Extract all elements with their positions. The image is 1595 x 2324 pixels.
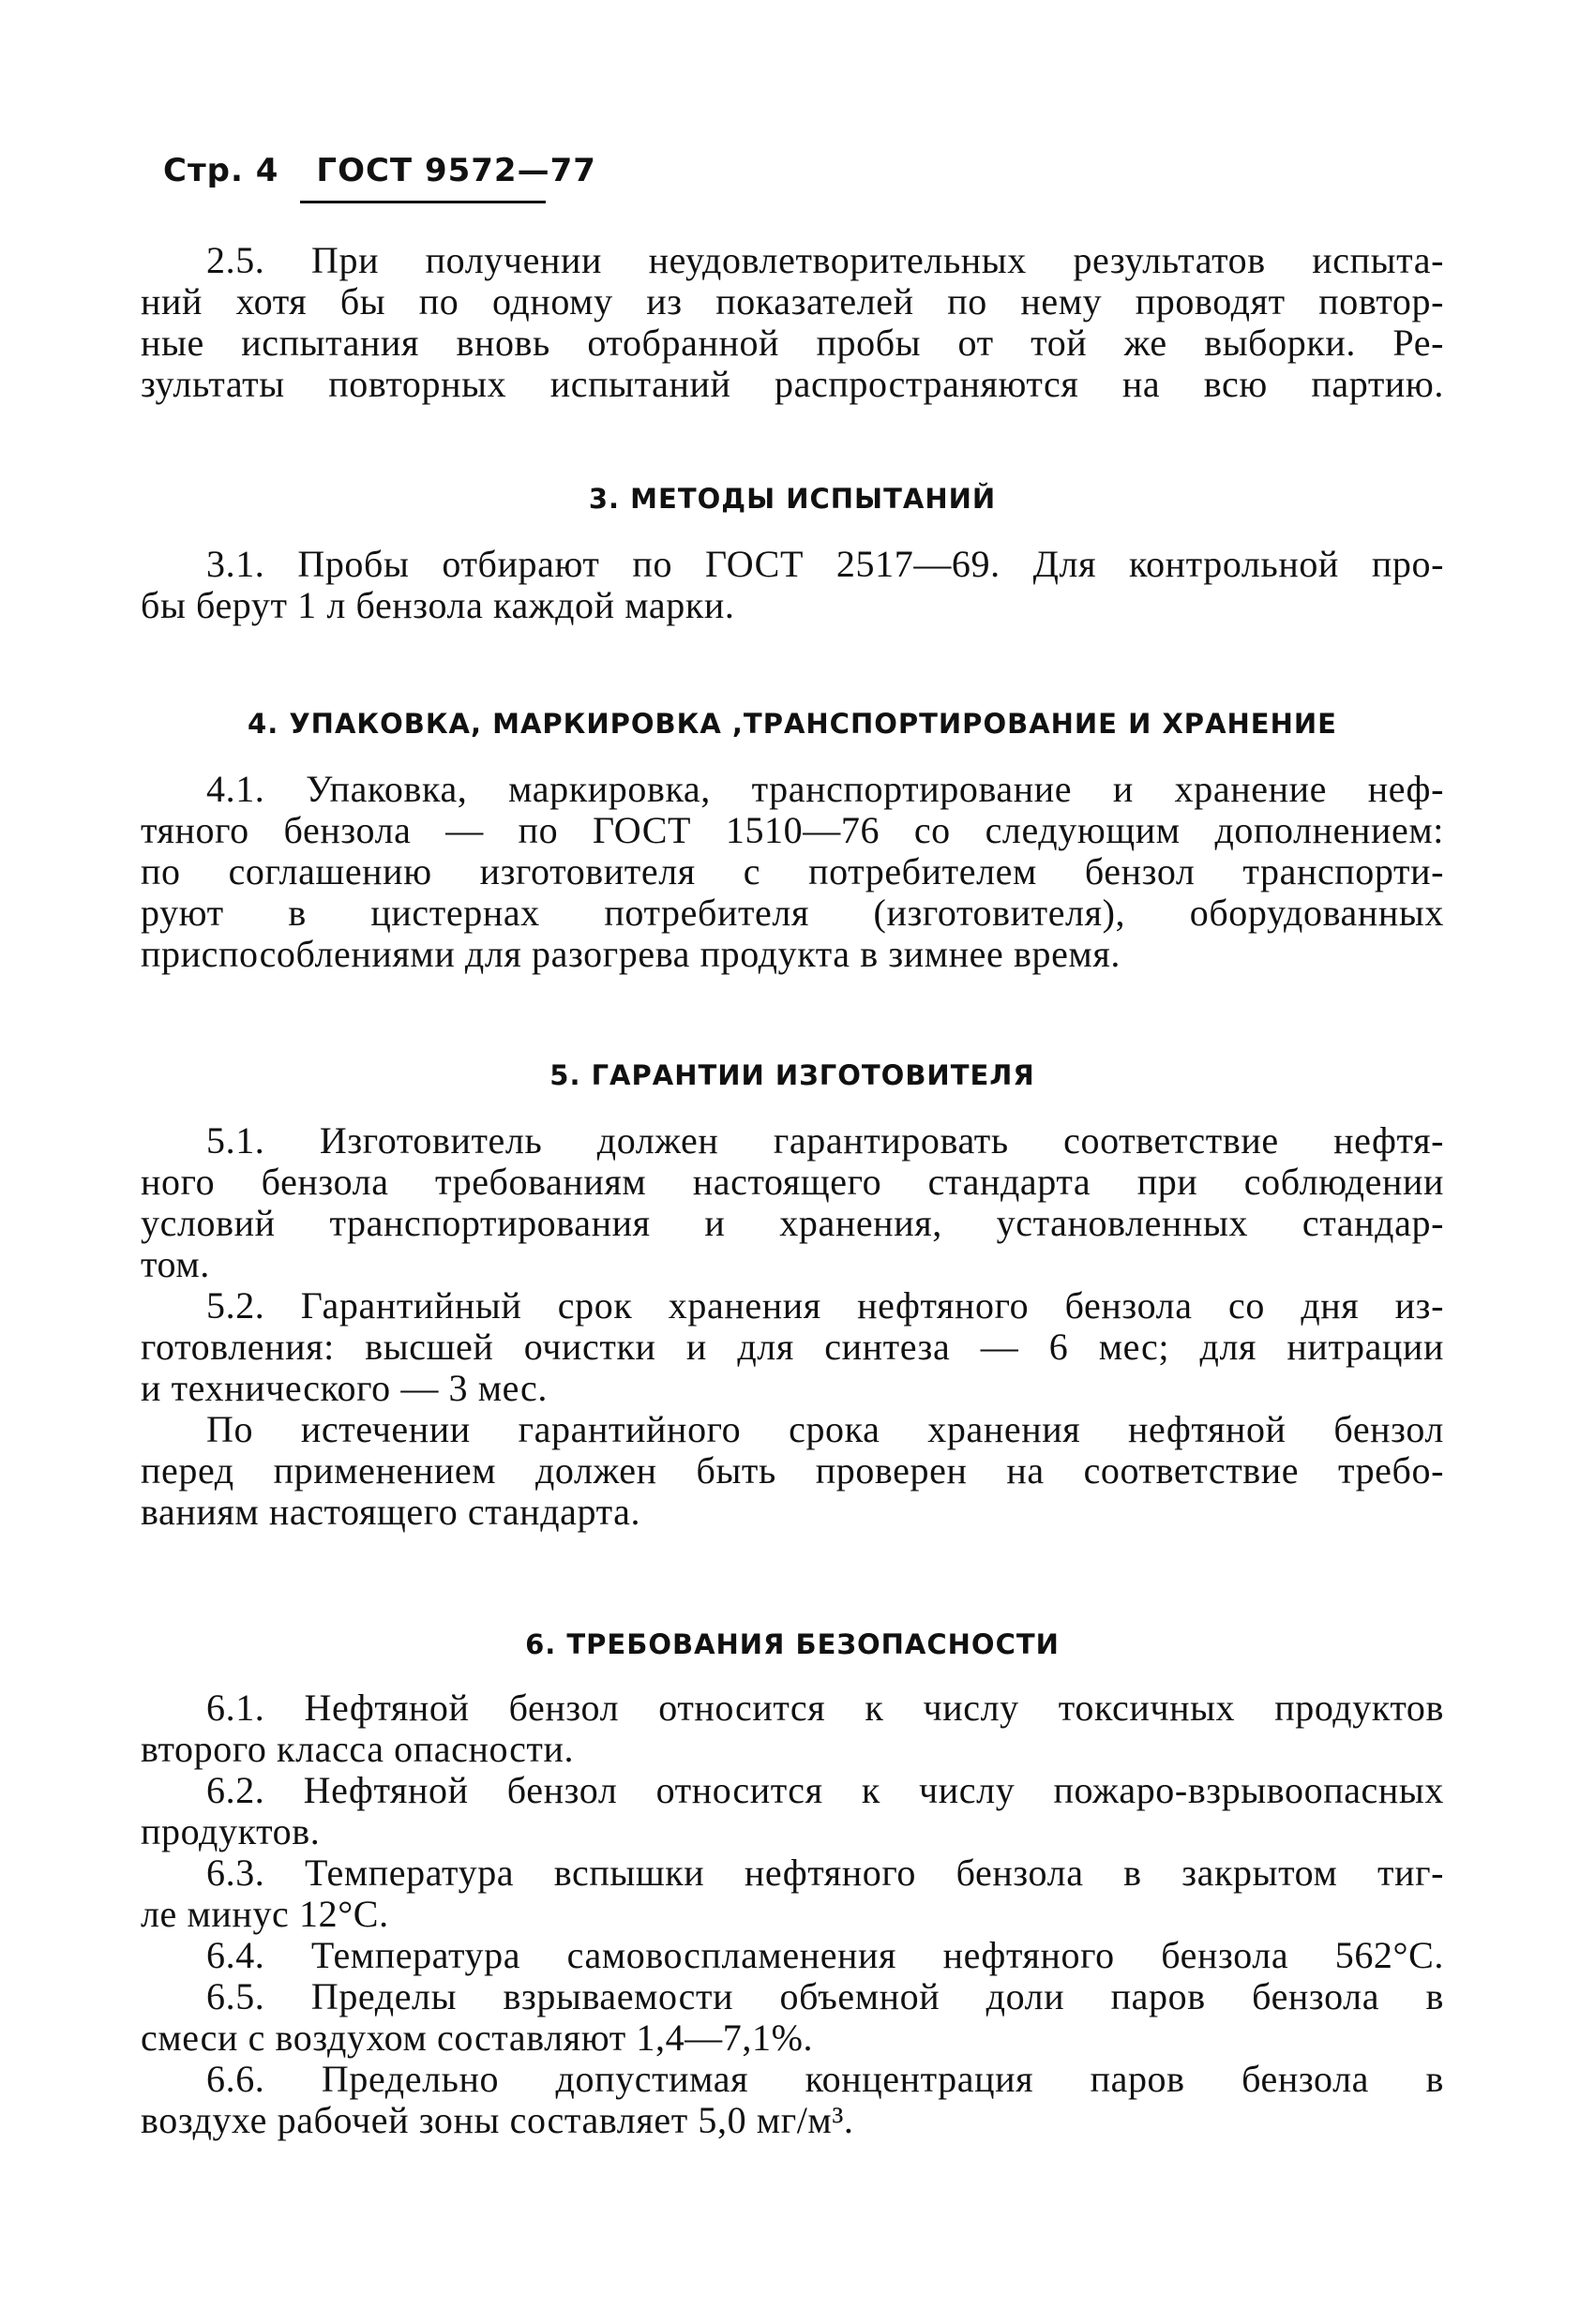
text-line: 3.1. Пробы отбирают по ГОСТ 2517—69. Для контрольной про- — [206, 543, 1444, 585]
text-line: 5.1. Изготовитель должен гарантировать соответствие нефтя- — [206, 1119, 1444, 1162]
text-line: ний хотя бы по одному из показателей по нему проводят повтор- — [141, 280, 1444, 322]
paragraph-6-6 — [141, 2059, 1444, 2141]
text-line: 4.1. Упаковка, маркировка, транспортирование и хранение неф- — [206, 768, 1444, 810]
text-line: зультаты повторных испытаний распространяются на всю партию. — [141, 363, 1444, 405]
paragraph-6-2 — [141, 1770, 1444, 1852]
section-heading-6: 6. ТРЕБОВАНИЯ БЕЗОПАСНОСТИ — [525, 1628, 1060, 1660]
header-underline — [300, 201, 546, 203]
standard-number: ГОСТ 9572—77 — [316, 152, 596, 189]
paragraph-5-2 — [141, 1285, 1444, 1409]
text-line: продуктов. — [141, 1810, 321, 1852]
paragraph-6-5 — [141, 1976, 1444, 2059]
text-line: и технического — 3 мес. — [141, 1367, 548, 1409]
page-label: Стр. 4 — [163, 152, 279, 189]
paragraph-6-3 — [141, 1852, 1444, 1935]
section-heading-5: 5. ГАРАНТИИ ИЗГОТОВИТЕЛЯ — [549, 1059, 1035, 1091]
text-line: ваниям настоящего стандарта. — [141, 1491, 641, 1533]
text-line: руют в цистернах потребителя (изготовителя), оборудованных — [141, 892, 1444, 934]
text-line: воздухе рабочей зоны составляет 5,0 мг/м³. — [141, 2099, 854, 2141]
text-line: 6.5. Пределы взрываемости объемной доли паров бензола в — [206, 1975, 1444, 2017]
text-line: 6.6. Предельно допустимая концентрация паров бензола в — [206, 2058, 1444, 2100]
text-line: условий транспортирования и хранения, установленных стандар- — [141, 1202, 1444, 1244]
text-line: ные испытания вновь отобранной пробы от той же выборки. Ре- — [141, 322, 1444, 364]
paragraph-4-1 — [141, 769, 1444, 975]
running-header — [163, 152, 596, 189]
text-line: приспособлениями для разогрева продукта в зимнее время. — [141, 933, 1121, 975]
text-line: 5.2. Гарантийный срок хранения нефтяного бензола со дня из- — [206, 1284, 1444, 1327]
text-line: 6.2. Нефтяной бензол относится к числу пожаро-взрывоопасных — [206, 1769, 1444, 1811]
paragraph-2-5 — [141, 240, 1444, 405]
text-line: 6.4. Температура самовоспламенения нефтяного бензола 562°С. — [206, 1934, 1444, 1976]
text-line: том. — [141, 1243, 210, 1285]
paragraph-5-1 — [141, 1120, 1444, 1285]
text-line: смеси с воздухом составляют 1,4—7,1%. — [141, 2017, 814, 2059]
paragraph-3-1 — [141, 544, 1444, 626]
text-line: готовления: высшей очистки и для синтеза — 6 мес; для нитрации — [141, 1326, 1444, 1368]
text-line: тяного бензола — по ГОСТ 1510—76 со следующим дополнением: — [141, 809, 1444, 851]
section-heading-3: 3. МЕТОДЫ ИСПЫТАНИЙ — [588, 483, 997, 515]
text-line: бы берут 1 л бензола каждой марки. — [141, 584, 735, 626]
text-line: второго класса опасности. — [141, 1728, 575, 1770]
text-line: 2.5. При получении неудовлетворительных результатов испыта- — [206, 239, 1444, 281]
paragraph-5-3 — [141, 1409, 1444, 1533]
section-heading-4: 4. УПАКОВКА, МАРКИРОВКА ,ТРАНСПОРТИРОВАНИЕ И ХРАНЕНИЕ — [248, 708, 1337, 740]
text-line: перед применением должен быть проверен на соответствие требо- — [141, 1449, 1444, 1492]
paragraph-6-1 — [141, 1687, 1444, 1770]
paragraph-6-4 — [141, 1935, 1444, 1976]
text-line: по соглашению изготовителя с потребителем бензол транспорти- — [141, 850, 1444, 892]
text-line: ле минус 12°С. — [141, 1893, 389, 1935]
text-line: 6.1. Нефтяной бензол относится к числу токсичных продуктов — [206, 1687, 1444, 1729]
text-line: ного бензола требованиям настоящего стандарта при соблюдении — [141, 1161, 1444, 1203]
text-line: По истечении гарантийного срока хранения нефтяной бензол — [206, 1408, 1444, 1450]
text-line: 6.3. Температура вспышки нефтяного бензола в закрытом тиг- — [206, 1852, 1444, 1894]
